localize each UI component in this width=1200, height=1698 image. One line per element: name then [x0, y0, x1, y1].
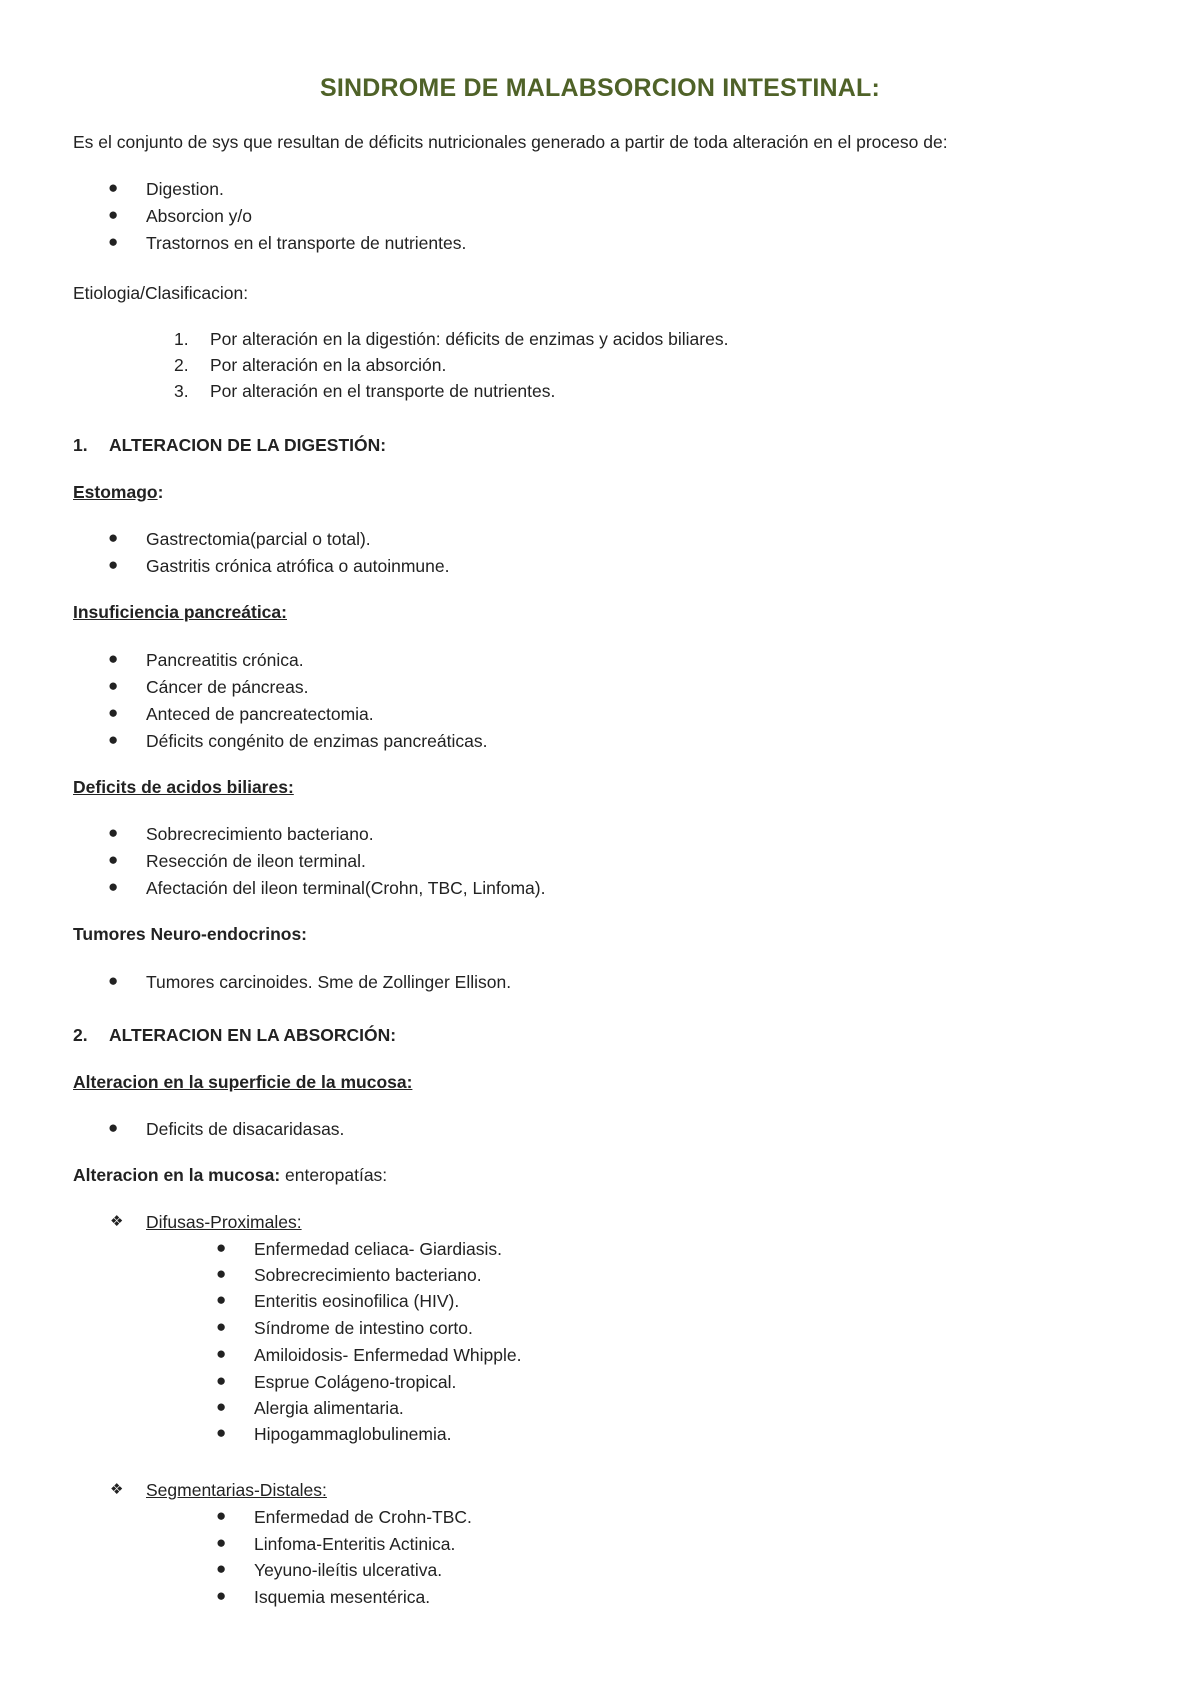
list-item: Alergia alimentaria.: [254, 1398, 404, 1418]
list-item: Isquemia mesentérica.: [254, 1587, 431, 1607]
bullet-icon: ●: [108, 528, 119, 547]
section-number: 2.: [73, 1025, 88, 1045]
list-item: Resección de ileon terminal.: [146, 851, 366, 871]
diamond-bullet-icon: ❖: [110, 1481, 124, 1498]
list-item: Linfoma-Enteritis Actinica.: [254, 1534, 456, 1554]
list-item: Digestion.: [146, 179, 224, 199]
subgroup-segmental: Segmentarias-Distales:: [146, 1480, 327, 1500]
bullet-icon: ●: [216, 1506, 227, 1525]
list-item: Cáncer de páncreas.: [146, 677, 309, 697]
list-item: Esprue Colágeno-tropical.: [254, 1372, 457, 1392]
list-item: Sobrecrecimiento bacteriano.: [146, 824, 374, 844]
mucosa-label: Alteracion en la mucosa:: [73, 1165, 281, 1185]
list-item: Absorcion y/o: [146, 206, 253, 226]
list-item: Hipogammaglobulinemia.: [254, 1424, 452, 1444]
section-number: 1.: [73, 435, 88, 455]
diamond-bullet-icon: ❖: [110, 1213, 124, 1230]
list-item: Por alteración en el transporte de nutrientes.: [210, 381, 556, 401]
list-item: Por alteración en la digestión: déficits de enzimas y acidos biliares.: [210, 329, 729, 349]
bullet-icon: ●: [216, 1264, 227, 1283]
list-item: Tumores carcinoides. Sme de Zollinger Ellison.: [146, 972, 512, 992]
document-title: SINDROME DE MALABSORCION INTESTINAL:: [320, 74, 880, 102]
bullet-icon: ●: [108, 178, 119, 197]
subheading-mucosa: [73, 1164, 387, 1186]
bullet-icon: ●: [216, 1423, 227, 1442]
bullet-icon: ●: [108, 649, 119, 668]
subheading-label: Estomago: [73, 482, 158, 502]
list-item: Síndrome de intestino corto.: [254, 1318, 473, 1338]
bullet-icon: ●: [216, 1586, 227, 1605]
bullet-icon: ●: [108, 676, 119, 695]
intro-paragraph: Es el conjunto de sys que resultan de déficits nutricionales generado a partir de toda alteración en el proceso de:: [73, 132, 948, 152]
list-item: Enteritis eosinofilica (HIV).: [254, 1291, 460, 1311]
list-number: 2.: [174, 355, 189, 375]
bullet-icon: ●: [216, 1290, 227, 1309]
etiology-label: Etiologia/Clasificacion:: [73, 283, 249, 303]
bullet-icon: ●: [108, 1118, 119, 1137]
subheading-bile: Deficits de acidos biliares:: [73, 777, 294, 797]
subgroup-diffuse: Difusas-Proximales:: [146, 1212, 302, 1232]
bullet-icon: ●: [216, 1397, 227, 1416]
subheading-surface: Alteracion en la superficie de la mucosa:: [73, 1072, 413, 1092]
list-item: Trastornos en el transporte de nutrientes.: [146, 233, 467, 253]
list-item: Afectación del ileon terminal(Crohn, TBC, Linfoma).: [146, 878, 546, 898]
list-item: Deficits de disacaridasas.: [146, 1119, 345, 1139]
list-item: Pancreatitis crónica.: [146, 650, 304, 670]
bullet-icon: ●: [108, 823, 119, 842]
list-item: Enfermedad celiaca- Giardiasis.: [254, 1239, 503, 1259]
bullet-icon: ●: [108, 555, 119, 574]
bullet-icon: ●: [108, 703, 119, 722]
subheading-colon: :: [157, 482, 164, 502]
section-heading: ALTERACION DE LA DIGESTIÓN:: [109, 435, 387, 455]
bullet-icon: ●: [216, 1344, 227, 1363]
list-item: Enfermedad de Crohn-TBC.: [254, 1507, 472, 1527]
list-item: Yeyuno-ileítis ulcerativa.: [254, 1560, 443, 1580]
bullet-icon: ●: [108, 877, 119, 896]
list-item: Gastrectomia(parcial o total).: [146, 529, 371, 549]
list-number: 1.: [174, 329, 189, 349]
bullet-icon: ●: [216, 1238, 227, 1257]
list-item: Sobrecrecimiento bacteriano.: [254, 1265, 482, 1285]
bullet-icon: ●: [216, 1559, 227, 1578]
bullet-icon: ●: [108, 205, 119, 224]
bullet-icon: ●: [108, 232, 119, 251]
list-number: 3.: [174, 381, 189, 401]
bullet-icon: ●: [216, 1371, 227, 1390]
list-item: Amiloidosis- Enfermedad Whipple.: [254, 1345, 522, 1365]
bullet-icon: ●: [108, 971, 119, 990]
bullet-icon: ●: [108, 850, 119, 869]
section-heading: ALTERACION EN LA ABSORCIÓN:: [109, 1025, 397, 1045]
list-item: Gastritis crónica atrófica o autoinmune.: [146, 556, 450, 576]
subheading-pancreatic: Insuficiencia pancreática:: [73, 602, 287, 622]
list-item: Por alteración en la absorción.: [210, 355, 447, 375]
bullet-icon: ●: [108, 730, 119, 749]
bullet-icon: ●: [216, 1317, 227, 1336]
mucosa-suffix: enteropatías:: [280, 1165, 388, 1185]
list-item: Anteced de pancreatectomia.: [146, 704, 374, 724]
subheading-tumors: Tumores Neuro-endocrinos:: [73, 924, 308, 944]
bullet-icon: ●: [216, 1533, 227, 1552]
list-item: Déficits congénito de enzimas pancreáticas.: [146, 731, 488, 751]
subheading-stomach: [73, 481, 163, 503]
